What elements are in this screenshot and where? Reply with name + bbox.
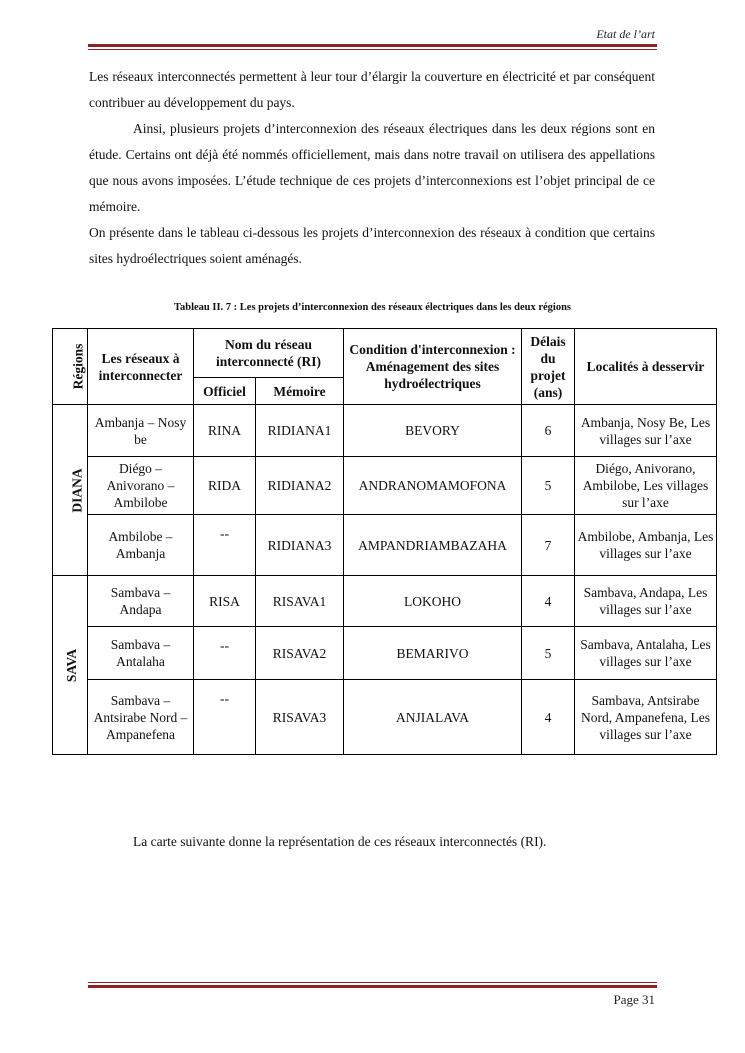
memoire-header: Mémoire	[256, 378, 344, 405]
official-cell: RIDA	[194, 457, 256, 515]
paragraph: Les réseaux interconnectés permettent à leur tour d’élargir la couverture en électricité et par conséquent contribuer au développement du pays.	[89, 69, 655, 110]
table-row	[53, 627, 717, 680]
condition-cell: BEVORY	[344, 405, 522, 457]
networks-cell: Ambilobe – Ambanja	[88, 515, 194, 576]
networks-cell: Sambava – Antalaha	[88, 627, 194, 680]
delay-cell: 6	[522, 405, 575, 457]
delay-header: Délais du projet (ans)	[522, 329, 575, 405]
delay-cell: 7	[522, 515, 575, 576]
localities-cell: Sambava, Antalaha, Les villages sur l’axe	[575, 627, 717, 680]
localities-cell: Ambanja, Nosy Be, Les villages sur l’axe	[575, 405, 717, 457]
networks-cell: Ambanja – Nosy be	[88, 405, 194, 457]
memoire-cell: RIDIANA2	[256, 457, 344, 515]
networks-cell: Diégo – Anivorano – Ambilobe	[88, 457, 194, 515]
condition-cell: ANJIALAVA	[344, 680, 522, 755]
body-text	[89, 64, 655, 272]
memoire-cell: RISAVA3	[256, 680, 344, 755]
regions-header: Régions	[53, 329, 88, 405]
table-row	[53, 457, 717, 515]
memoire-cell: RISAVA2	[256, 627, 344, 680]
region-cell: DIANA	[53, 405, 88, 576]
condition-cell: LOKOHO	[344, 576, 522, 627]
delay-cell: 5	[522, 457, 575, 515]
networks-header: Les réseaux à interconnecter	[88, 329, 194, 405]
localities-cell: Ambilobe, Ambanja, Les villages sur l’axe	[575, 515, 717, 576]
official-cell: --	[194, 680, 256, 755]
localities-cell: Sambava, Andapa, Les villages sur l’axe	[575, 576, 717, 627]
delay-cell: 4	[522, 680, 575, 755]
table-row	[53, 680, 717, 755]
official-cell: --	[194, 627, 256, 680]
memoire-cell: RISAVA1	[256, 576, 344, 627]
region-cell: SAVA	[53, 576, 88, 755]
networks-cell: Sambava – Andapa	[88, 576, 194, 627]
condition-cell: AMPANDRIAMBAZAHA	[344, 515, 522, 576]
footer-rule	[88, 982, 657, 988]
table-caption: Tableau II. 7 : Les projets d’interconnexion des réseaux électriques dans les deux régions	[173, 302, 572, 313]
memoire-cell: RIDIANA3	[256, 515, 344, 576]
networks-cell: Sambava – Antsirabe Nord – Ampanefena	[88, 680, 194, 755]
table-row	[53, 405, 717, 457]
official-header: Officiel	[194, 378, 256, 405]
table-row	[53, 576, 717, 627]
paragraph: Ainsi, plusieurs projets d’interconnexion des réseaux électriques dans les deux régions sont en étude. Certains ont déjà été nommés officiellement, mais dans notre travail on utilisera des appellations que nous avons imposées. L’étude technique de ces projets d’interconnexions est l’objet principal de ce mémoire.	[89, 121, 655, 214]
page-number: Page 31	[613, 992, 655, 1007]
interconnection-table	[52, 328, 717, 755]
localities-header: Localités à desservir	[575, 329, 717, 405]
localities-cell: Sambava, Antsirabe Nord, Ampanefena, Les villages sur l’axe	[575, 680, 717, 755]
memoire-cell: RIDIANA1	[256, 405, 344, 457]
table-row	[53, 515, 717, 576]
condition-header: Condition d'interconnexion : Aménagement des sites hydroélectriques	[344, 329, 522, 405]
localities-cell: Diégo, Anivorano, Ambilobe, Les villages sur l’axe	[575, 457, 717, 515]
delay-cell: 5	[522, 627, 575, 680]
header-rule	[88, 44, 657, 50]
official-cell: --	[194, 515, 256, 576]
delay-cell: 4	[522, 576, 575, 627]
running-header: Etat de l’art	[596, 27, 655, 41]
official-cell: RISA	[194, 576, 256, 627]
condition-cell: ANDRANOMAMOFONA	[344, 457, 522, 515]
name-header: Nom du réseau interconnecté (RI)	[194, 329, 344, 378]
official-cell: RINA	[194, 405, 256, 457]
closing-sentence: La carte suivante donne la représentation de ces réseaux interconnectés (RI).	[133, 834, 547, 849]
paragraph: On présente dans le tableau ci-dessous les projets d’interconnexion des réseaux à condition que certains sites hydroélectriques soient aménagés.	[89, 225, 655, 266]
condition-cell: BEMARIVO	[344, 627, 522, 680]
